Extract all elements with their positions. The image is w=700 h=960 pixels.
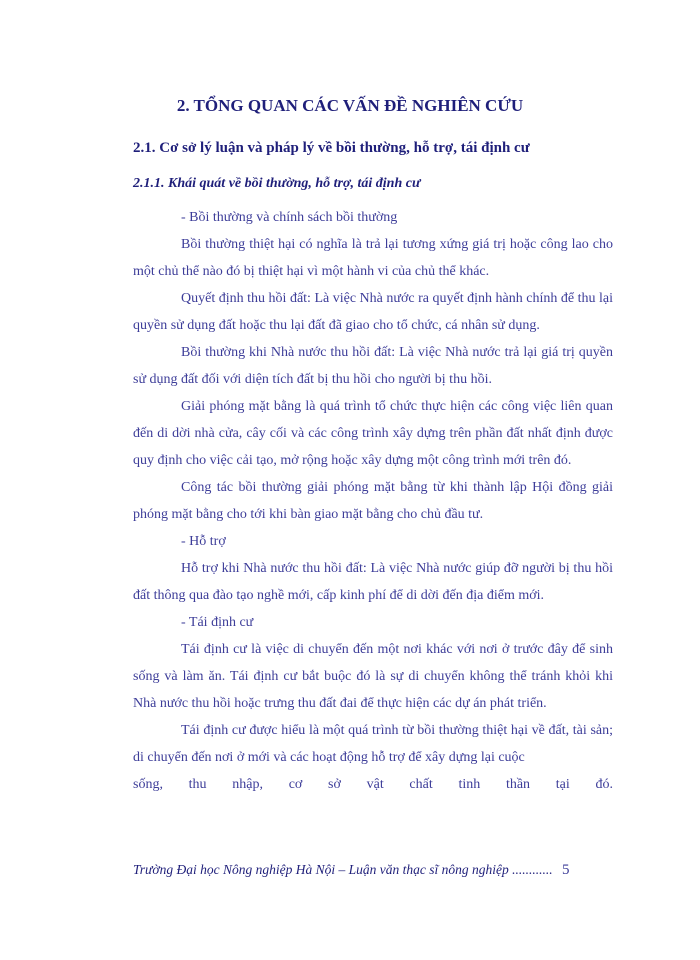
paragraph: Công tác bồi thường giải phóng mặt bằng từ khi thành lập Hội đồng giải phóng mặt bằng cho tới khi bàn giao mặt bằng cho chủ đầu tư. <box>133 480 613 522</box>
body-text <box>133 204 613 798</box>
page-number: 5 <box>561 862 570 878</box>
page-footer <box>133 862 569 879</box>
paragraph: Tái định cư là việc di chuyển đến một nơi khác với nơi ở trước đây để sinh sống và làm ăn. Tái định cư bắt buộc đó là sự di chuyển không thể tránh khỏi khi Nhà nước thu hồi hoặc trưng thu đất đai để thực hiện các dự án phát triển. <box>133 642 613 711</box>
paragraph: Tái định cư được hiểu là một quá trình từ bồi thường thiệt hại về đất, tài sản; di chuyển đến nơi ở mới và các hoạt động hỗ trợ để xây dựng lại cuộc <box>133 723 613 765</box>
paragraph: Quyết định thu hồi đất: Là việc Nhà nước ra quyết định hành chính để thu lại quyền sử dụng đất hoặc thu lại đất đã giao cho tổ chức, cá nhân sử dụng. <box>133 291 613 333</box>
paragraph: Bồi thường khi Nhà nước thu hồi đất: Là việc Nhà nước trả lại giá trị quyền sử dụng đất đối với diện tích đất bị thu hồi cho người bị thu hồi. <box>133 345 613 387</box>
chapter-title: 2. TỔNG QUAN CÁC VẤN ĐỀ NGHIÊN CỨU <box>176 96 524 115</box>
subsection-heading: 2.1.1. Khái quát về bồi thường, hỗ trợ, tái định cư <box>133 176 421 191</box>
item-heading-tai-dinh-cu: - Tái định cư <box>181 615 254 630</box>
item-heading-ho-tro: - Hỗ trợ <box>181 534 226 549</box>
section-heading: 2.1. Cơ sở lý luận và pháp lý về bồi thường, hỗ trợ, tái định cư <box>133 140 530 156</box>
paragraph-last-line: sống, thu nhập, cơ sở vật chất tinh thần tại đó. <box>133 777 613 792</box>
paragraph: Bồi thường thiệt hại có nghĩa là trả lại tương xứng giá trị hoặc công lao cho một chủ thể nào đó bị thiệt hại vì một hành vi của chủ thể khác. <box>133 237 613 279</box>
footer-text: Trường Đại học Nông nghiệp Hà Nội – Luận văn thạc sĩ nông nghiệp ............ <box>133 862 553 877</box>
item-heading-boi-thuong: - Bồi thường và chính sách bồi thường <box>181 210 398 225</box>
paragraph: Hỗ trợ khi Nhà nước thu hồi đất: Là việc Nhà nước giúp đỡ người bị thu hồi đất thông qua đào tạo nghề mới, cấp kinh phí để di dời đến địa điểm mới. <box>133 561 613 603</box>
paragraph: Giải phóng mặt bằng là quá trình tổ chức thực hiện các công việc liên quan đến di dời nhà cửa, cây cối và các công trình xây dựng trên phần đất nhất định được quy định cho việc cải tạo, mở rộng hoặc xây dựng một công trình mới trên đó. <box>133 399 613 468</box>
